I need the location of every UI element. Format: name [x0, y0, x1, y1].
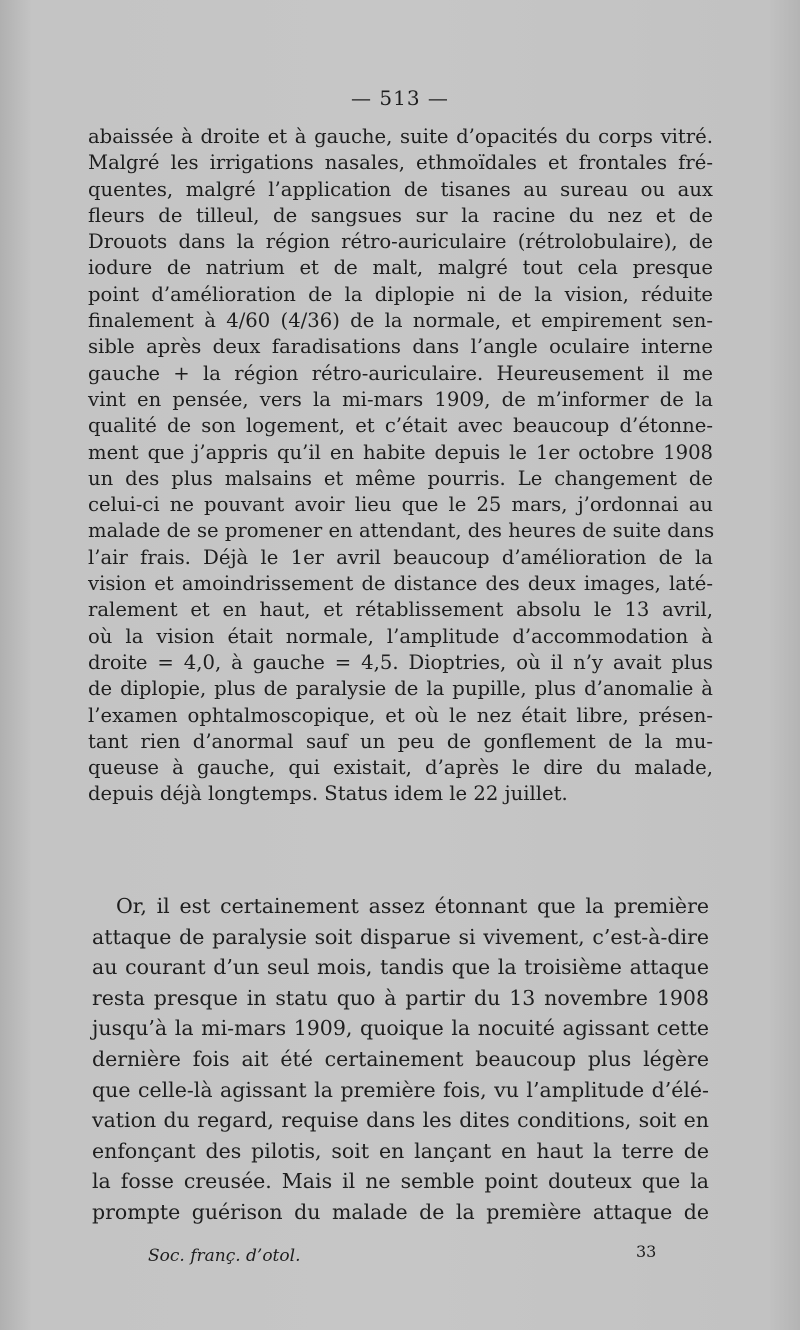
- text-line: qualité de son logement, et c’était avec beaucoup d’étonne-: [88, 414, 713, 438]
- text-line: depuis déjà longtemps. Status idem le 22 juillet.: [88, 782, 568, 806]
- paragraph-1: [88, 124, 713, 808]
- text-line: la fosse creusée. Mais il ne semble point douteux que la: [92, 1169, 709, 1194]
- text-line: vation du regard, requise dans les dites conditions, soit en: [92, 1108, 709, 1133]
- text-line: tant rien d’anormal sauf un peu de gonflement de la mu-: [88, 729, 713, 753]
- text-line: enfonçant des pilotis, soit en lançant en haut la terre de: [92, 1138, 709, 1163]
- text-line: malade de se promener en attendant, des heures de suite dans: [88, 519, 715, 543]
- text-line: au courant d’un seul mois, tandis que la troisième attaque: [92, 955, 709, 980]
- text-line: l’air frais. Déjà le 1er avril beaucoup d’amélioration de la: [88, 545, 713, 569]
- text-line: un des plus malsains et même pourris. Le changement de: [88, 466, 713, 490]
- text-line: vint en pensée, vers la mi-mars 1909, de m’informer de la: [88, 387, 713, 411]
- text-line: que celle-là agissant la première fois, vu l’amplitude d’élé-: [92, 1077, 709, 1102]
- journal-footer: Soc. franç. d’otol.: [148, 1246, 301, 1266]
- text-line: l’examen ophtalmoscopique, et où le nez était libre, présen-: [88, 703, 713, 727]
- text-line: dernière fois ait été certainement beaucoup plus légère: [92, 1046, 709, 1071]
- signature-mark: 33: [636, 1242, 657, 1261]
- text-line: ralement et en haut, et rétablissement absolu le 13 avril,: [88, 598, 713, 622]
- paragraph-2: [92, 891, 709, 1228]
- text-line: quentes, malgré l’application de tisanes au sureau ou aux: [88, 177, 713, 201]
- text-line: celui-ci ne pouvant avoir lieu que le 25 mars, j’ordonnai au: [88, 493, 713, 517]
- text-line: gauche + la région rétro-auriculaire. Heureusement il me: [88, 361, 713, 385]
- text-line: où la vision était normale, l’amplitude d’accommodation à: [88, 624, 713, 648]
- text-line: Or, il est certainement assez étonnant que la première: [116, 894, 709, 918]
- text-line: ment que j’appris qu’il en habite depuis le 1er octobre 1908: [88, 440, 713, 464]
- page-number: — 513 —: [351, 86, 449, 110]
- text-line: vision et amoindrissement de distance des deux images, laté-: [88, 572, 713, 596]
- text-line: Drouots dans la région rétro-auriculaire (rétrolobulaire), de: [88, 230, 713, 254]
- text-line: fleurs de tilleul, de sangsues sur la racine du nez et de: [88, 203, 713, 227]
- text-line: finalement à 4/60 (4/36) de la normale, et empirement sen-: [88, 309, 713, 333]
- text-line: de diplopie, plus de paralysie de la pupille, plus d’anomalie à: [88, 677, 713, 701]
- text-line: droite = 4,0, à gauche = 4,5. Dioptries, où il n’y avait plus: [88, 650, 713, 674]
- text-line: prompte guérison du malade de la première attaque de: [92, 1199, 709, 1224]
- text-line: abaissée à droite et à gauche, suite d’opacités du corps vitré.: [88, 125, 713, 148]
- text-line: Malgré les irrigations nasales, ethmoïdales et frontales fré-: [88, 151, 713, 175]
- text-line: jusqu’à la mi-mars 1909, quoique la nocuité agissant cette: [92, 1016, 709, 1041]
- text-line: resta presque in statu quo à partir du 13 novembre 1908: [92, 985, 709, 1010]
- text-line: attaque de paralysie soit disparue si vivement, c’est-à-dire: [92, 924, 709, 949]
- text-line: point d’amélioration de la diplopie ni de la vision, réduite: [88, 282, 713, 306]
- text-line: queuse à gauche, qui existait, d’après le dire du malade,: [88, 756, 713, 780]
- text-line: iodure de natrium et de malt, malgré tout cela presque: [88, 256, 713, 280]
- text-line: sible après deux faradisations dans l’angle oculaire interne: [88, 335, 713, 359]
